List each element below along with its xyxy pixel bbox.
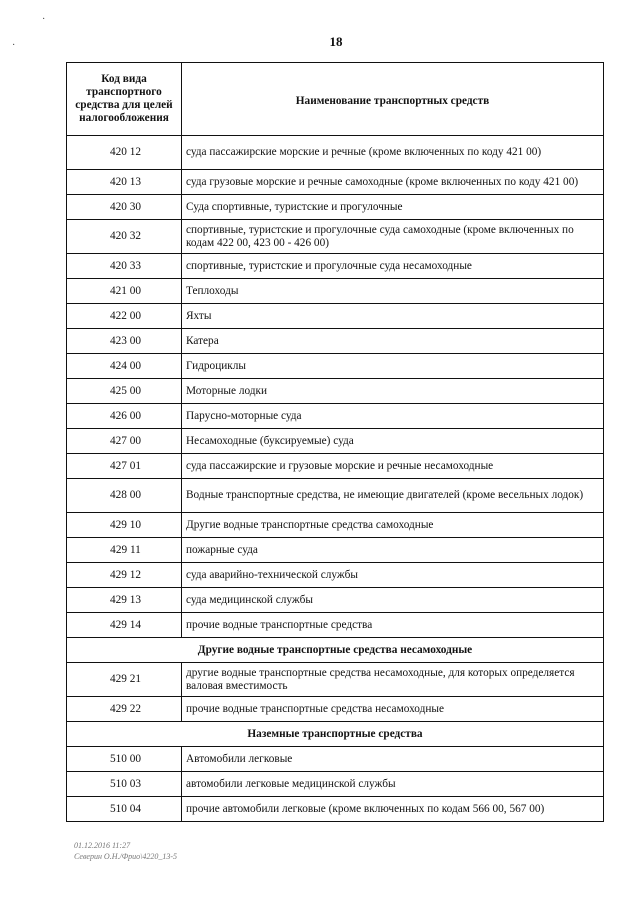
vehicle-name: суда пассажирские и грузовые морские и речные несамоходные (182, 454, 604, 479)
header-name: Наименование транспортных средств (182, 63, 604, 136)
vehicle-code: 423 00 (67, 329, 182, 354)
section-title: Другие водные транспортные средства несамоходные (67, 638, 604, 663)
vehicle-code: 429 13 (67, 588, 182, 613)
table-row (67, 195, 604, 220)
table-row (67, 697, 604, 722)
table-row (67, 797, 604, 822)
vehicle-name: другие водные транспортные средства несамоходные, для которых определяется валовая вместимость (182, 663, 604, 697)
vehicle-name: суда пассажирские морские и речные (кроме включенных по коду 421 00) (182, 136, 604, 170)
table-row (67, 354, 604, 379)
vehicle-code: 420 13 (67, 170, 182, 195)
table-row (67, 279, 604, 304)
table-row (67, 454, 604, 479)
vehicle-name: Автомобили легковые (182, 747, 604, 772)
transport-types-table (66, 62, 604, 822)
vehicle-name: автомобили легковые медицинской службы (182, 772, 604, 797)
table-row (67, 329, 604, 354)
table-row (67, 136, 604, 170)
table-row (67, 379, 604, 404)
page-number: 18 (329, 34, 343, 49)
vehicle-code: 510 04 (67, 797, 182, 822)
vehicle-code: 429 12 (67, 563, 182, 588)
scan-speck: · (12, 40, 16, 51)
vehicle-code: 425 00 (67, 379, 182, 404)
vehicle-name: прочие автомобили легковые (кроме включенных по кодам 566 00, 567 00) (182, 797, 604, 822)
footer-stamp (74, 840, 177, 862)
vehicle-code: 510 00 (67, 747, 182, 772)
vehicle-name: Яхты (182, 304, 604, 329)
table-row (67, 220, 604, 254)
scan-speck: · (42, 14, 46, 25)
vehicle-code: 420 12 (67, 136, 182, 170)
vehicle-name: Суда спортивные, туристские и прогулочные (182, 195, 604, 220)
vehicle-name: Парусно-моторные суда (182, 404, 604, 429)
table-row (67, 429, 604, 454)
vehicle-code: 429 11 (67, 538, 182, 563)
table-body (67, 136, 604, 822)
table-row (67, 304, 604, 329)
section-header-row (67, 638, 604, 663)
vehicle-name: суда грузовые морские и речные самоходные (кроме включенных по коду 421 00) (182, 170, 604, 195)
vehicle-code: 422 00 (67, 304, 182, 329)
vehicle-code: 427 01 (67, 454, 182, 479)
vehicle-code: 420 33 (67, 254, 182, 279)
vehicle-code: 429 22 (67, 697, 182, 722)
vehicle-code: 429 10 (67, 513, 182, 538)
vehicle-name: прочие водные транспортные средства (182, 613, 604, 638)
table-row (67, 563, 604, 588)
section-title: Наземные транспортные средства (67, 722, 604, 747)
section-header-row (67, 722, 604, 747)
table-row (67, 538, 604, 563)
table-row (67, 513, 604, 538)
table-row (67, 479, 604, 513)
vehicle-code: 424 00 (67, 354, 182, 379)
table-row (67, 663, 604, 697)
vehicle-name: суда аварийно-технической службы (182, 563, 604, 588)
table-row (67, 170, 604, 195)
vehicle-code: 510 03 (67, 772, 182, 797)
table-row (67, 747, 604, 772)
vehicle-name: спортивные, туристские и прогулочные суда самоходные (кроме включенных по кодам 422 00, 423 00 - 426 00) (182, 220, 604, 254)
vehicle-code: 428 00 (67, 479, 182, 513)
header-code: Код вида транспортного средства для целей налогообложения (67, 63, 182, 136)
table-row (67, 254, 604, 279)
table-row (67, 588, 604, 613)
vehicle-code: 429 21 (67, 663, 182, 697)
vehicle-name: Другие водные транспортные средства самоходные (182, 513, 604, 538)
footer-author-path: Северин О.Н./Фрио\4220_13-5 (74, 852, 178, 861)
footer-timestamp: 01.12.2016 11:27 (74, 841, 131, 850)
table-header-row (67, 63, 604, 136)
table-row (67, 613, 604, 638)
vehicle-name: Водные транспортные средства, не имеющие двигателей (кроме весельных лодок) (182, 479, 604, 513)
vehicle-name: Теплоходы (182, 279, 604, 304)
vehicle-name: Гидроциклы (182, 354, 604, 379)
vehicle-name: Моторные лодки (182, 379, 604, 404)
vehicle-code: 426 00 (67, 404, 182, 429)
vehicle-code: 420 30 (67, 195, 182, 220)
vehicle-code: 427 00 (67, 429, 182, 454)
vehicle-name: суда медицинской службы (182, 588, 604, 613)
vehicle-code: 420 32 (67, 220, 182, 254)
vehicle-name: Несамоходные (буксируемые) суда (182, 429, 604, 454)
vehicle-code: 421 00 (67, 279, 182, 304)
vehicle-name: пожарные суда (182, 538, 604, 563)
vehicle-code: 429 14 (67, 613, 182, 638)
vehicle-name: спортивные, туристские и прогулочные суда несамоходные (182, 254, 604, 279)
table-row (67, 404, 604, 429)
vehicle-name: Катера (182, 329, 604, 354)
table-row (67, 772, 604, 797)
vehicle-name: прочие водные транспортные средства несамоходные (182, 697, 604, 722)
